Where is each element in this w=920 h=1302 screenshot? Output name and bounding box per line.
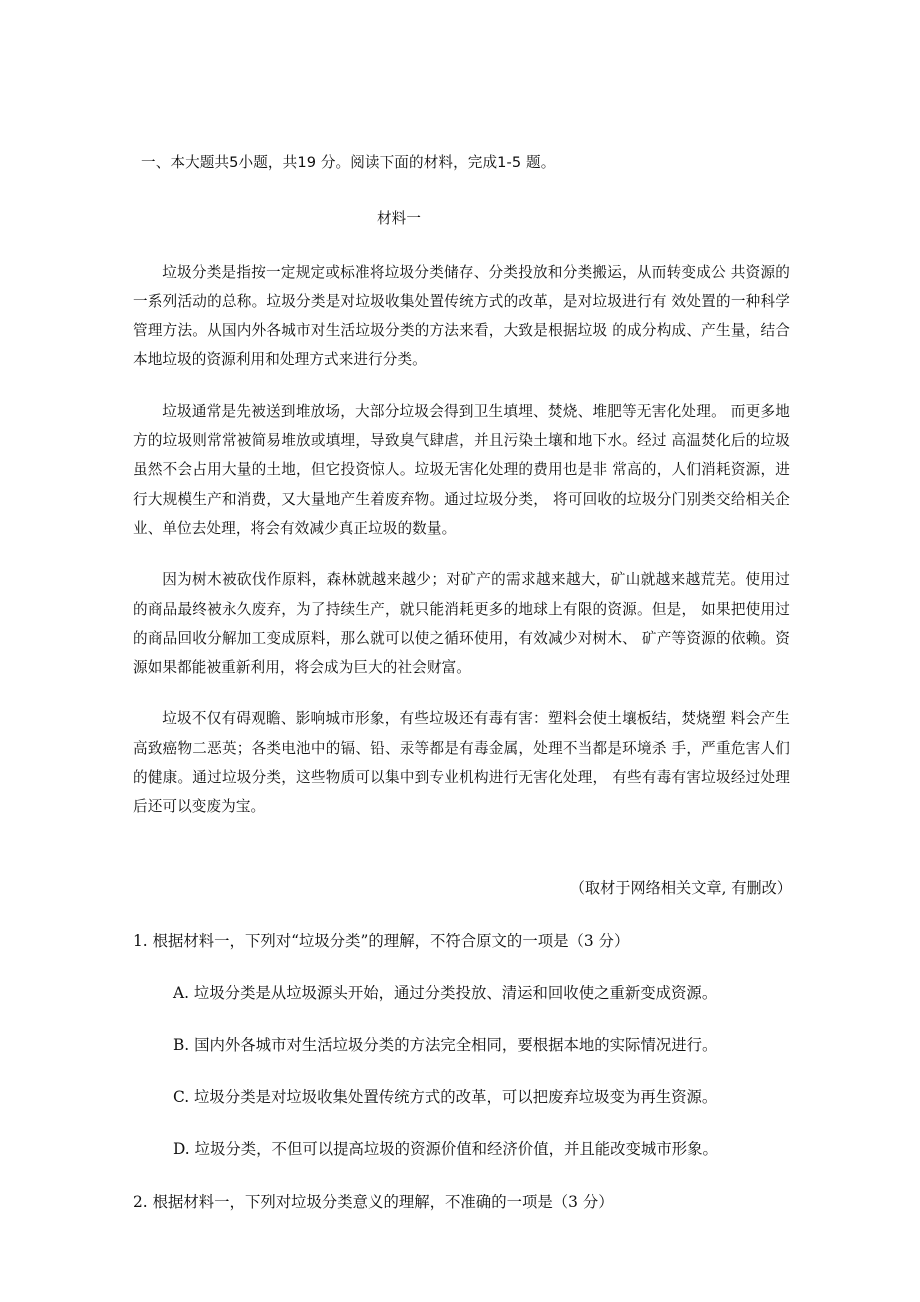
section-heading: 一、本大题共5小题，共19 分。阅读下面的材料，完成1-5 题。: [141, 154, 556, 171]
option-d-text: 垃圾分类，不但可以提高垃圾的资源价值和经济价值，并且能改变城市形象。: [194, 1139, 718, 1158]
question-1-number: 1.: [133, 931, 148, 950]
question-2-number: 2.: [133, 1192, 148, 1211]
body-paragraph: 垃圾通常是先被送到堆放场，大部分垃圾会得到卫生填埋、焚烧、堆肥等无害化处理。 而更多地方的垃圾则常常被简易堆放或填埋，导致臭气肆虐，并且污染土壤和地下水。经过 高温焚化后的垃圾虽然不会占用大量的土地，但它投资惊人。垃圾无害化处理的费用也是非 常高的，人们消耗资源，进行大规模生产和消费，又大量地产生着废弃物。通过垃圾分类， 将可回收的垃圾分门别类交给相关企业、单位去处理，将会有效减少真正垃圾的数量。: [133, 402, 790, 537]
question-1-option-d[interactable]: [133, 1135, 881, 1164]
question-block: [133, 927, 793, 1217]
source-attribution: （取材于网络相关文章, 有删改）: [569, 878, 792, 897]
option-b-label: B.: [173, 1035, 190, 1054]
question-1-text: 根据材料一，下列对“垃圾分类”的理解，不符合原文的一项是（3 分）: [152, 931, 630, 950]
option-d-label: D.: [173, 1139, 190, 1158]
question-1-option-b[interactable]: [133, 1031, 881, 1060]
question-1: [133, 927, 827, 956]
question-2: [133, 1188, 827, 1217]
material-title: 材料一: [376, 210, 422, 228]
option-b-text: 国内外各城市对生活垃圾分类的方法完全相同，要根据本地的实际情况进行。: [194, 1035, 718, 1054]
body-paragraph: 因为树木被砍伐作原料，森林就越来越少；对矿产的需求越来越大，矿山就越来越荒芜。使用过的商品最终被永久废弃，为了持续生产，就只能消耗更多的地球上有限的资源。但是， 如果把使用过的商品回收分解加工变成原料，那么就可以使之循环使用，有效减少对树木、 矿产等资源的依赖。资源如果都能被重新利用，将会成为巨大的社会财富。: [133, 571, 790, 677]
document-content: [133, 148, 793, 1217]
option-c-text: 垃圾分类是对垃圾收集处置传统方式的改革，可以把废弃垃圾变为再生资源。: [194, 1087, 718, 1106]
question-1-option-a[interactable]: [133, 979, 881, 1008]
body-paragraph: 垃圾分类是指按一定规定或标准将垃圾分类储存、分类投放和分类搬运，从而转变成公 共资源的一系列活动的总称。垃圾分类是对垃圾收集处置传统方式的改革，是对垃圾进行有 效处置的一种科学管理方法。从国内外各城市对生活垃圾分类的方法来看，大致是根据垃圾 的成分构成、产生量，结合本地垃圾的资源利用和处理方式来进行分类。: [133, 263, 790, 369]
option-a-text: 垃圾分类是从垃圾源头开始，通过分类投放、清运和回收使之重新变成资源。: [193, 983, 718, 1002]
option-c-label: C.: [173, 1087, 190, 1106]
question-1-option-c[interactable]: [133, 1083, 881, 1112]
option-a-label: A.: [173, 983, 190, 1002]
body-paragraph: 垃圾不仅有碍观瞻、影响城市形象，有些垃圾还有毒有害：塑料会使土壤板结，焚烧塑 料会产生高致癌物二恶英；各类电池中的镉、铅、汞等都是有毒金属，处理不当都是环境杀 手，严重危害人们的健康。通过垃圾分类，这些物质可以集中到专业机构进行无害化处理， 有些有毒有害垃圾经过处理后还可以变废为宝。: [133, 710, 790, 816]
question-2-text: 根据材料一，下列对垃圾分类意义的理解，不准确的一项是（3 分）: [152, 1192, 614, 1211]
